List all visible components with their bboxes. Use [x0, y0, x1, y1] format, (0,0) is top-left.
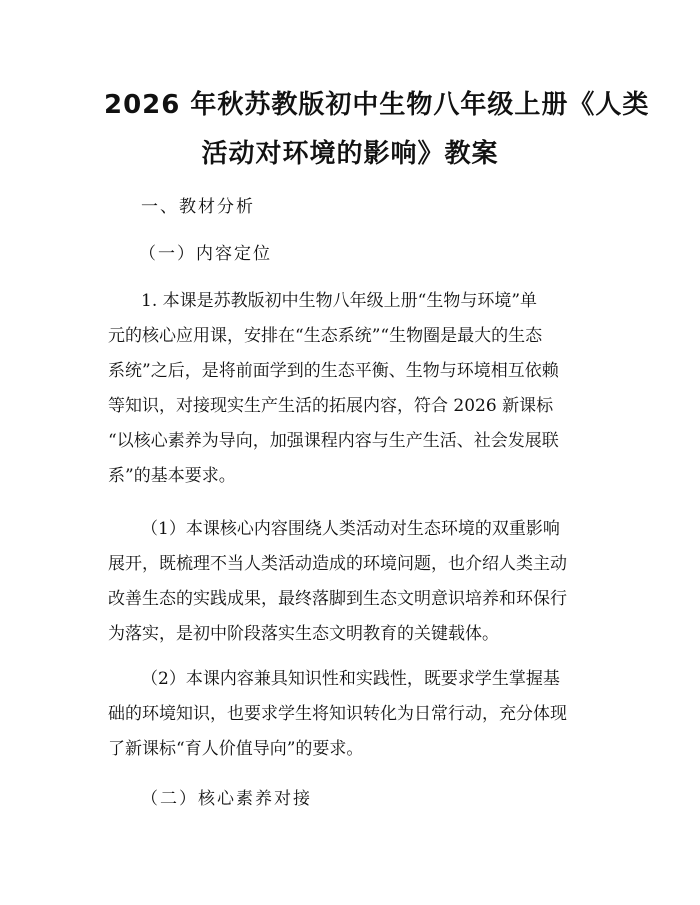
paragraph-1-line-6: 系”的基本要求。 [108, 466, 236, 486]
paragraph-3-line-2: 础的环境知识，也要求学生将知识转化为日常行动，充分体现 [108, 704, 567, 724]
paragraph-3-line-1: （2）本课内容兼具知识性和实践性，既要求学生掌握基 [141, 669, 560, 689]
document-title-line-1: 2026 年秋苏教版初中生物八年级上册《人类 [104, 90, 650, 120]
document-title-line-2: 活动对环境的影响》教案 [201, 139, 499, 169]
paragraph-1-line-2: 元的核心应用课，安排在“生态系统”“生物圈是最大的生态 [108, 326, 543, 346]
paragraph-2-line-3: 改善生态的实践成果，最终落脚到生态文明意识培养和环保行 [108, 589, 567, 609]
paragraph-1-line-1: 1. 本课是苏教版初中生物八年级上册“生物与环境”单 [141, 291, 538, 311]
subsection-heading-content-positioning: （一）内容定位 [139, 244, 272, 264]
paragraph-2-line-2: 展开，既梳理不当人类活动造成的环境问题，也介绍人类主动 [108, 554, 567, 574]
paragraph-1-line-5: “以核心素养为导向，加强课程内容与生产生活、社会发展联 [108, 431, 559, 451]
paragraph-2-line-4: 为落实，是初中阶段落实生态文明教育的关键载体。 [108, 624, 499, 644]
subsection-heading-core-competency: （二）核心素养对接 [141, 789, 312, 809]
section-heading-textbook-analysis: 一、教材分析 [141, 197, 255, 217]
paragraph-2-line-1: （1）本课核心内容围绕人类活动对生态环境的双重影响 [141, 519, 560, 539]
paragraph-1-line-4: 等知识，对接现实生产生活的拓展内容，符合 2026 新课标 [108, 396, 554, 416]
paragraph-3-line-3: 了新课标“育人价值导向”的要求。 [108, 739, 364, 759]
paragraph-1-line-3: 系统”之后，是将前面学到的生态平衡、生物与环境相互依赖 [108, 361, 559, 381]
